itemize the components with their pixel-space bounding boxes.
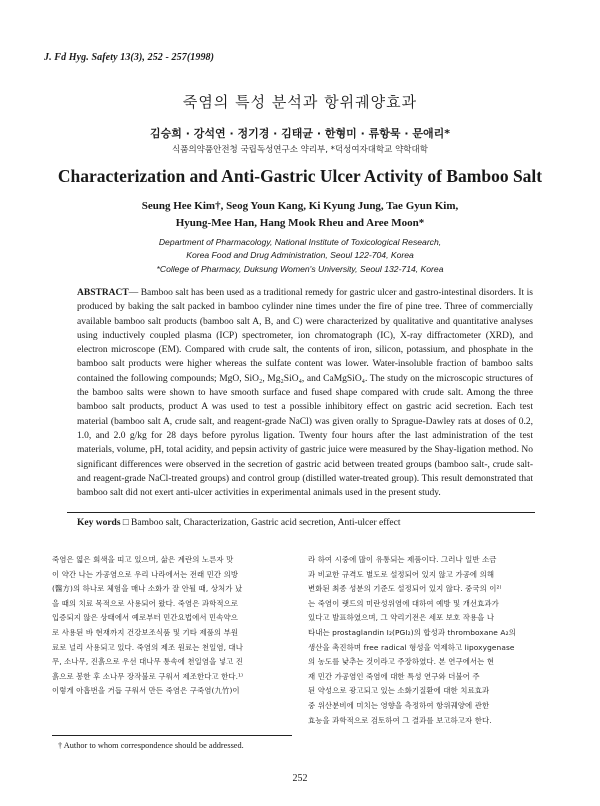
body-line: 을 때의 치료 목적으로 사용되어 왔다. 죽염은 과학적으로 xyxy=(52,598,239,608)
footnote: † Author to whom correspondence should be addressed. xyxy=(58,741,244,750)
body-line: 생산을 촉진하며 free radical 형성을 억제하고 lipoxygenase xyxy=(308,642,515,652)
keywords xyxy=(77,518,400,528)
body-line: 이렇게 아홉번을 거듭 구워서 만든 죽염은 구죽염(九竹)이 xyxy=(52,686,240,696)
body-line: 과 비교한 규격도 별도로 설정되어 있지 않고 가공에 의해 xyxy=(308,569,495,579)
body-line: 무, 소나무, 진흙으로 우선 대나무 통속에 천일염을 넣고 진 xyxy=(52,657,243,667)
english-affiliation xyxy=(0,236,600,276)
body-left-column xyxy=(52,553,292,699)
english-authors-line: Hyung-Mee Han, Hang Mook Rheu and Aree Moon* xyxy=(175,217,425,229)
keywords-text: Bamboo salt, Characterization, Gastric acid secretion, Anti-ulcer effect xyxy=(131,518,401,528)
page-number: 252 xyxy=(292,773,308,784)
body-line: 변화된 최종 성분의 기준도 설정되어 있지 않다. 중국의 이²⁾ xyxy=(308,584,502,594)
body-line: (醫方)의 하나로 체험을 매나 소화가 잘 안될 때, 상처가 났 xyxy=(52,584,243,594)
body-line: 로 사용된 바 현재까지 건강보조식품 및 기타 제품의 부원 xyxy=(52,627,239,637)
abstract xyxy=(77,286,533,500)
keywords-box-icon: □ xyxy=(122,518,129,528)
body-line: 는 죽염이 랫드의 미란성위염에 대하여 예방 및 개선효과가 xyxy=(308,598,499,608)
abstract-label: ABSTRACT xyxy=(77,288,129,298)
body-line: 이 약간 나는 가공염으로 우리 나라에서는 전래 민간 의방 xyxy=(52,569,239,579)
body-line: 있다고 발표하였으며, 그 약리기전은 세포 보호 작용을 나 xyxy=(308,613,495,623)
korean-title: 죽염의 특성 분석과 항위궤양효과 xyxy=(182,93,418,111)
body-line: 된 약성으로 광고되고 있는 소화기질환에 대한 치료효과 xyxy=(308,686,490,696)
affiliation-line: Department of Pharmacology, National Institute of Toxicological Research, xyxy=(158,237,442,247)
affiliation-line: Korea Food and Drug Administration, Seoul 122-704, Korea xyxy=(186,250,414,261)
abstract-text: — Bamboo salt has been used as a traditional remedy for gastric ulcer and gastro-intestinal disorders. It is produced by baking the salt packed in bamboo cylinder nine times under the fire of pine tree. Three of commercially available bamboo salt products (bamboo salt A, B, and C) were characterized by qualitative and quantitative analyses using inductively coupled plasma (ICP) spectrometer, ion chromatograph (IC), X-ray diffractometer (XRD), and electron microscope (EM). Compared with crude salt, the contents of iron, silicon, potassium, and phosphate in the bamboo salt products were higher whereas the sulfate content was lower. Water-insoluble fraction of bamboo salts contained the following compounds; MgO, SiO₂, Mg₂SiO₄, and CaMgSiO₄. The study on the microscopic structures of the bamboo salts were shown to have smooth surface and fused shape compared with crude salt. Among the three bamboo salt products, product A was used to test a possible inhibitory effect on gastric acid secretion. Each test material (bamboo salt A, crude salt, and reagent-grade NaCl) was given orally to Sprague-Dawley rats at doses of 0.2, 1.0, and 2.0 g/kg for 28 days before pyrolus ligation. Twenty four hours after the last administration of the test materials, volume, pH, total acidity, and pepsin activity of gastric juice were measured by the Shay-ligation method. No significant differences were observed in the secretion of gastric acid between treated groups (bamboo salt-, crude salt- and reagent-grade NaCl-treated groups) and control group (distilled water-treated group). This result demonstrated that bamboo salt did not exert anti-ulcer activities in experimental animals used in the present study. xyxy=(77,288,533,499)
body-line: 타내는 prostaglandin I₂(PGI₂)의 합성과 thromboxane A₂의 xyxy=(308,627,516,637)
body-line: 중 위산분비에 미치는 영향을 측정하여 항위궤양에 관한 xyxy=(308,700,490,710)
english-title: Characterization and Anti-Gastric Ulcer Activity of Bamboo Salt xyxy=(57,166,543,186)
body-line: 죽염은 엷은 회색을 띠고 있으며, 삶은 계란의 노른자 맛 xyxy=(52,555,234,564)
english-authors-line: Seung Hee Kim†, Seog Youn Kang, Ki Kyung Jung, Tae Gyun Kim, xyxy=(141,200,459,212)
english-authors xyxy=(0,198,600,232)
body-line: 재 민간 가공염인 죽염에 대한 특성 연구와 더불어 주 xyxy=(308,671,480,681)
footnote-divider xyxy=(52,735,292,736)
korean-affiliation: 식품의약품안전청 국립독성연구소 약리부, *덕성여자대학교 약학대학 xyxy=(172,145,428,155)
body-line: 효능을 과학적으로 검토하여 그 결과를 보고하고자 한다. xyxy=(308,715,492,725)
body-line: 흙으로 봉한 후 소나무 장작불로 구워서 제조한다고 한다.¹⁾ xyxy=(52,671,244,681)
body-line: 입증되지 않은 상태에서 예로부터 민간요법에서 민속약으 xyxy=(52,613,238,623)
body-line: 의 농도를 낮추는 것이라고 주장하였다. 본 연구에서는 현 xyxy=(308,657,495,667)
affiliation-line: *College of Pharmacy, Duksung Women's University, Seoul 132-714, Korea xyxy=(156,263,444,274)
keywords-divider xyxy=(67,512,535,513)
journal-citation: J. Fd Hyg. Safety 13(3), 252 - 257(1998) xyxy=(44,52,215,63)
body-line: 라 하여 시중에 많이 유통되는 제품이다. 그러나 일반 소금 xyxy=(308,555,497,564)
korean-authors: 김승희 · 강석연 · 정기경 · 김태균 · 한형미 · 류항묵 · 문애리* xyxy=(150,127,450,140)
keywords-label: Key words xyxy=(77,518,121,528)
body-right-column xyxy=(308,553,550,728)
body-line: 료로 널리 사용되고 있다. 죽염의 제조 원료는 천일염, 대나 xyxy=(52,642,243,652)
